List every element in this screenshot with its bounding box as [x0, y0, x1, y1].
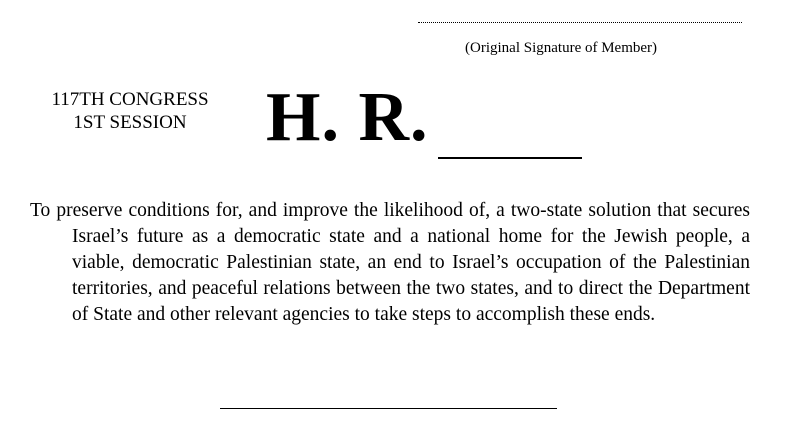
bill-designation: H. R. [266, 79, 429, 156]
session-label: 1ST SESSION [73, 112, 187, 133]
bill-number-blank [438, 157, 582, 159]
divider-rule [220, 408, 557, 409]
bill-purpose-text: To preserve conditions for, and improve the likelihood of, a two-state solution that secures Israel’s future as a democratic state and a national home for the Jewish people, a viable, democratic Palestinian state, an end to Israel’s occupation of the Palestinian territories, and peaceful relations between the two states, and to direct the Department of State and other relevant agencies to take steps to accomplish these ends. [30, 200, 750, 325]
congress-label: 117TH CONGRESS [51, 89, 209, 110]
signature-line [418, 14, 742, 23]
signature-caption: (Original Signature of Member) [465, 40, 658, 56]
congress-session-block [30, 88, 230, 134]
